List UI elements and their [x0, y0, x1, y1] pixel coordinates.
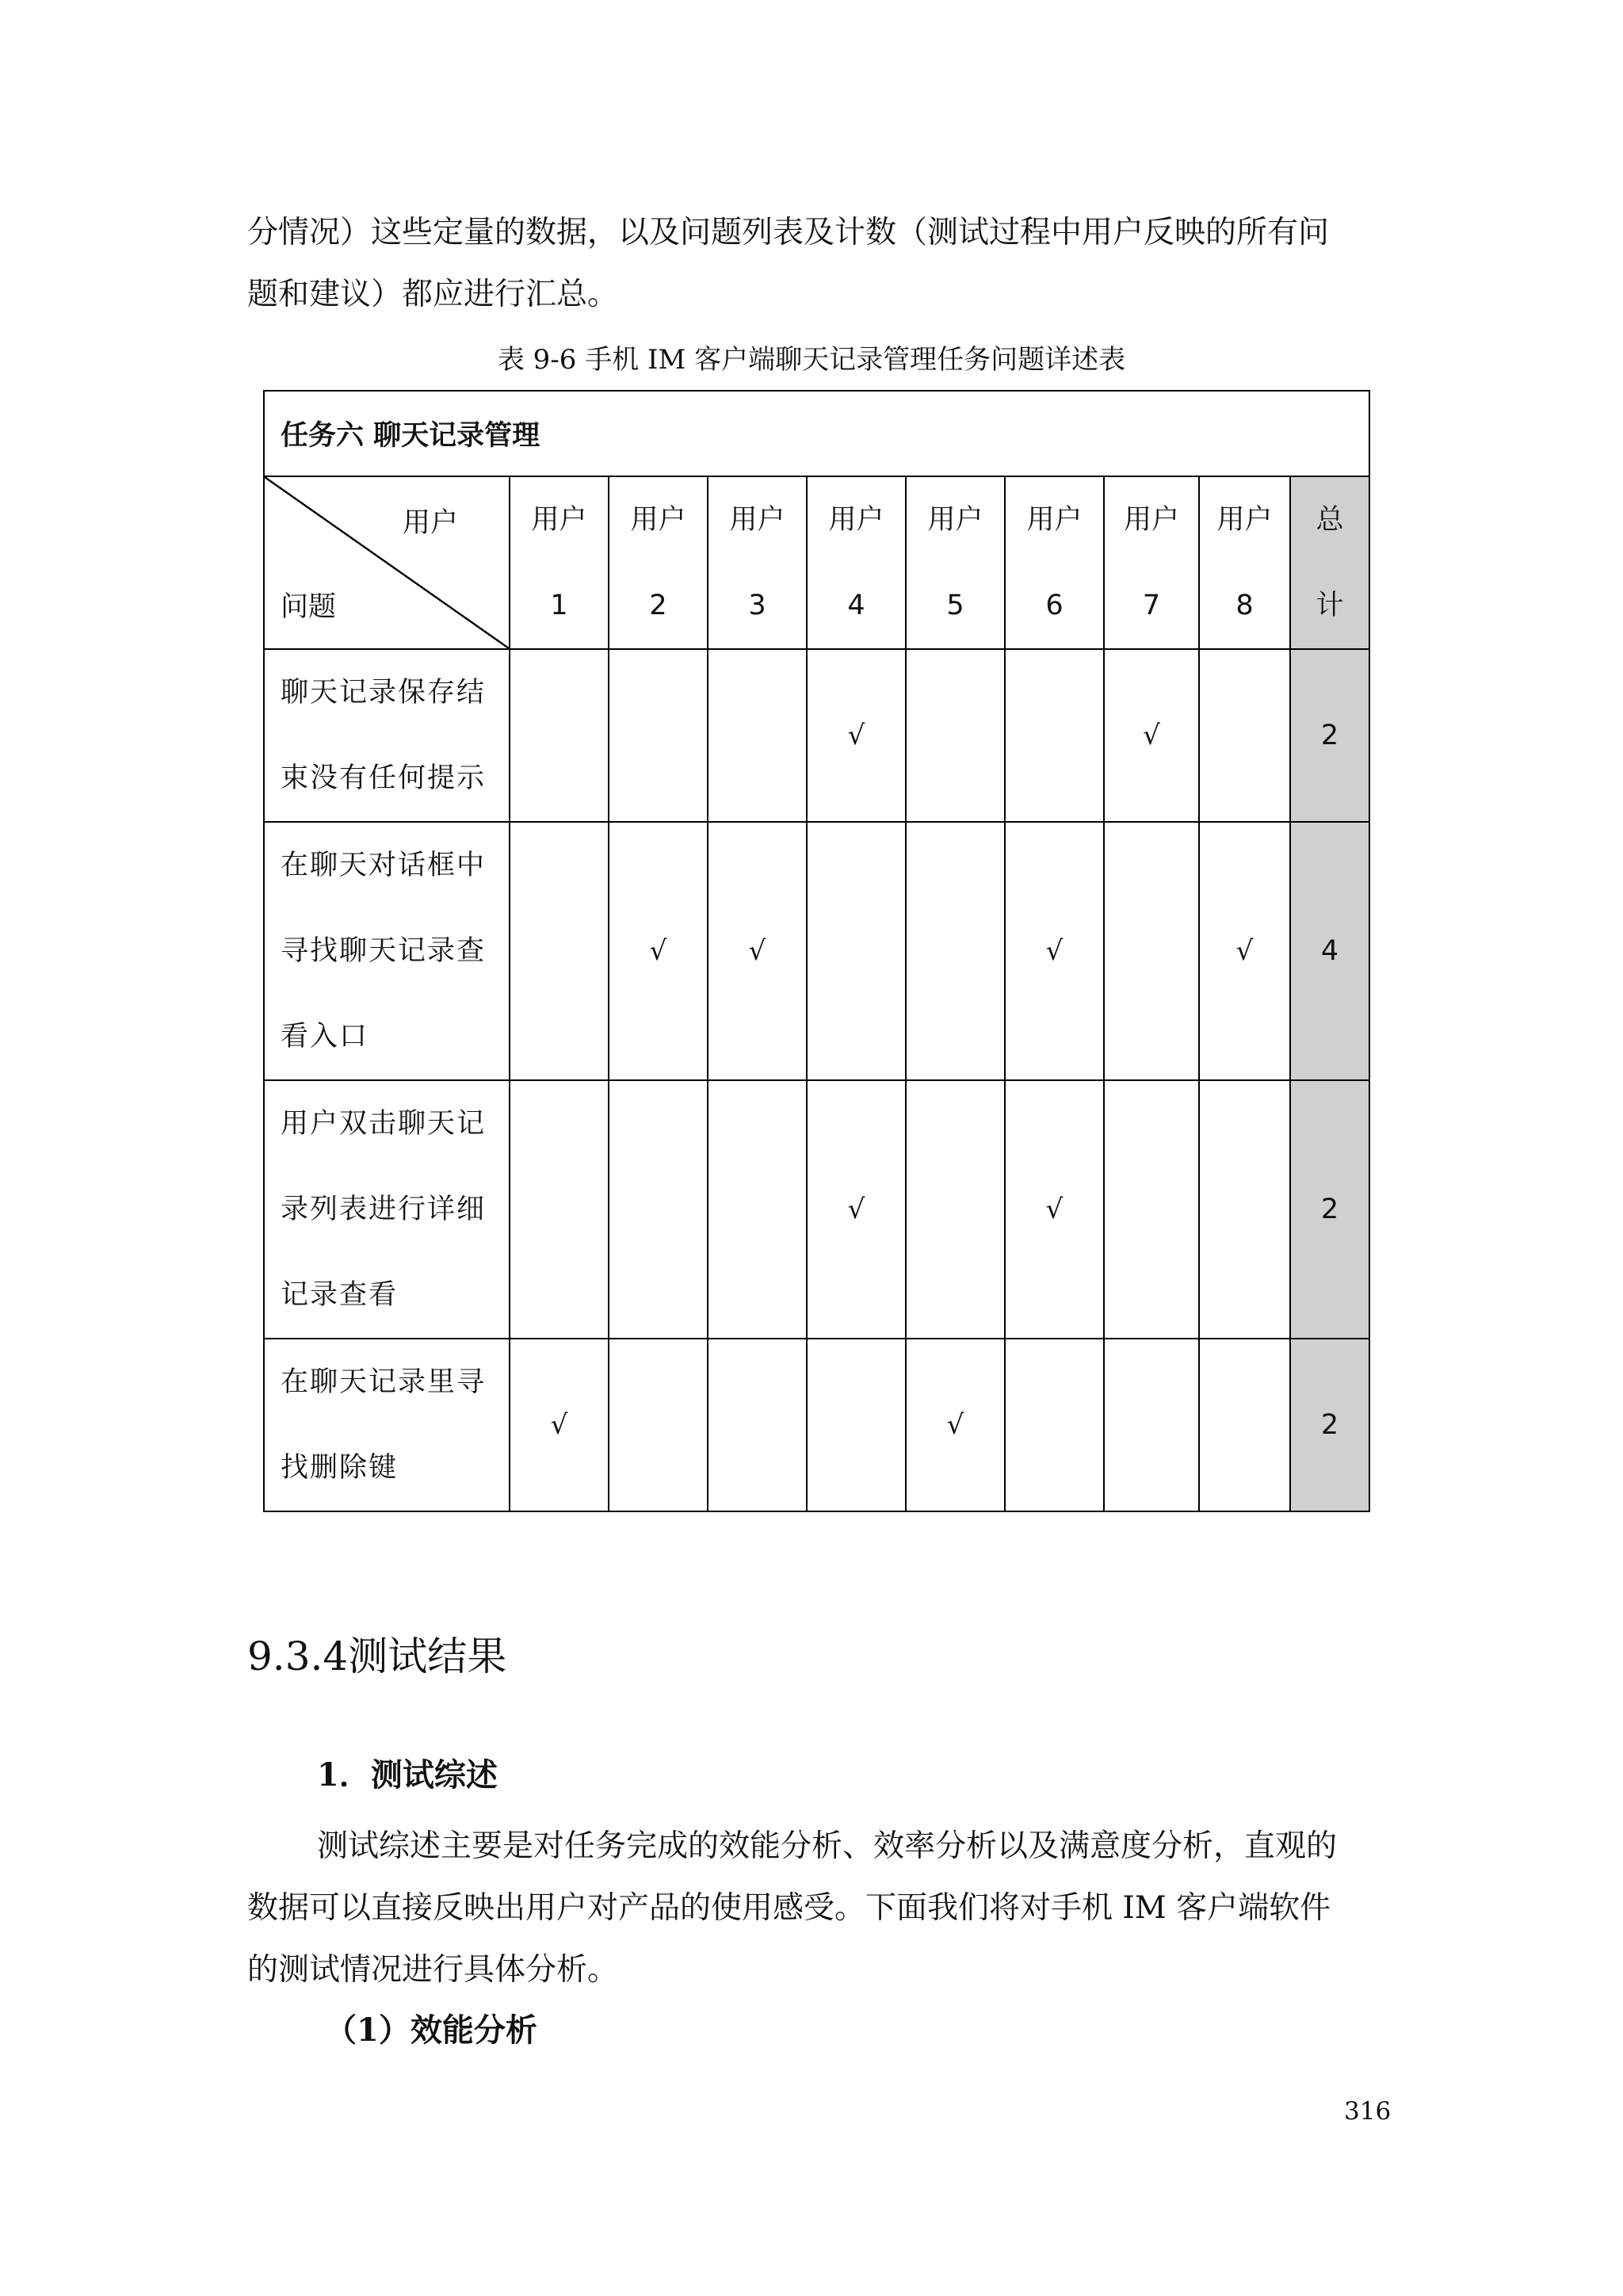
- total-cell: 2: [1290, 1080, 1369, 1339]
- subheading-overview: 1．测试综述: [317, 1756, 498, 1794]
- corner-user-label: 用户: [402, 507, 458, 539]
- mark-cell: [510, 822, 609, 1080]
- mark-cell: [1199, 1339, 1290, 1511]
- section-title: 测试结果: [348, 1633, 507, 1679]
- header-row: [264, 476, 1369, 649]
- mark-cell: √: [609, 822, 708, 1080]
- mark-cell: [708, 1339, 807, 1511]
- mark-cell: √: [510, 1339, 609, 1511]
- subheading-effectiveness: （1）效能分析: [325, 2011, 537, 2049]
- mark-cell: [807, 1339, 906, 1511]
- mark-cell: √: [807, 649, 906, 822]
- task-title: 任务六 聊天记录管理: [264, 391, 1369, 476]
- user-header-3: 用户 3: [708, 476, 807, 649]
- table-row: [264, 649, 1369, 822]
- mark-cell: [1005, 649, 1104, 822]
- body-line-1: 测试综述主要是对任务完成的效能分析、效率分析以及满意度分析，直观的: [317, 1828, 1338, 1864]
- mark-cell: [609, 649, 708, 822]
- mark-cell: [1104, 822, 1199, 1080]
- mark-cell: [609, 1080, 708, 1339]
- total-cell: 2: [1290, 649, 1369, 822]
- mark-cell: [510, 1080, 609, 1339]
- total-header: 总 计: [1290, 476, 1369, 649]
- mark-cell: [609, 1339, 708, 1511]
- question-cell: 用户双击聊天记 录列表进行详细 记录查看: [264, 1080, 510, 1339]
- mark-cell: [906, 649, 1005, 822]
- total-cell: 4: [1290, 822, 1369, 1080]
- mark-cell: [1199, 649, 1290, 822]
- mark-cell: [1005, 1339, 1104, 1511]
- table-caption: 表 9-6 手机 IM 客户端聊天记录管理任务问题详述表: [497, 344, 1126, 376]
- body-line-3: 的测试情况进行具体分析。: [247, 1952, 619, 1988]
- intro-line-2: 题和建议）都应进行汇总。: [247, 277, 619, 312]
- section-heading: [247, 1625, 506, 1682]
- user-header-6: 用户 6: [1005, 476, 1104, 649]
- mark-cell: [1104, 1339, 1199, 1511]
- question-cell: 在聊天对话框中 寻找聊天记录查 看入口: [264, 822, 510, 1080]
- page-number: 316: [1344, 2097, 1392, 2126]
- mark-cell: √: [906, 1339, 1005, 1511]
- user-header-7: 用户 7: [1104, 476, 1199, 649]
- body-line-2: 数据可以直接反映出用户对产品的使用感受。下面我们将对手机 IM 客户端软件: [247, 1890, 1331, 1926]
- user-header-1: 用户 1: [510, 476, 609, 649]
- section-number: 9.3.4: [247, 1633, 349, 1679]
- table-row: [264, 1339, 1369, 1511]
- user-header-4: 用户 4: [807, 476, 906, 649]
- mark-cell: [708, 649, 807, 822]
- mark-cell: [510, 649, 609, 822]
- mark-cell: √: [807, 1080, 906, 1339]
- mark-cell: [906, 822, 1005, 1080]
- diagonal-header-cell: [264, 476, 510, 649]
- intro-line-1: 分情况）这些定量的数据，以及问题列表及计数（测试过程中用户反映的所有问: [247, 215, 1330, 250]
- user-header-8: 用户 8: [1199, 476, 1290, 649]
- question-cell: 聊天记录保存结 束没有任何提示: [264, 649, 510, 822]
- mark-cell: √: [708, 822, 807, 1080]
- total-cell: 2: [1290, 1339, 1369, 1511]
- mark-cell: √: [1005, 1080, 1104, 1339]
- task-issue-table: [263, 390, 1370, 1512]
- mark-cell: [1104, 1080, 1199, 1339]
- user-header-5: 用户 5: [906, 476, 1005, 649]
- mark-cell: √: [1104, 649, 1199, 822]
- corner-question-label: 问题: [281, 591, 337, 623]
- mark-cell: [807, 822, 906, 1080]
- mark-cell: √: [1005, 822, 1104, 1080]
- user-header-2: 用户 2: [609, 476, 708, 649]
- mark-cell: [708, 1080, 807, 1339]
- question-cell: 在聊天记录里寻 找删除键: [264, 1339, 510, 1511]
- mark-cell: √: [1199, 822, 1290, 1080]
- table-row: [264, 1080, 1369, 1339]
- table-row: [264, 822, 1369, 1080]
- mark-cell: [1199, 1080, 1290, 1339]
- mark-cell: [906, 1080, 1005, 1339]
